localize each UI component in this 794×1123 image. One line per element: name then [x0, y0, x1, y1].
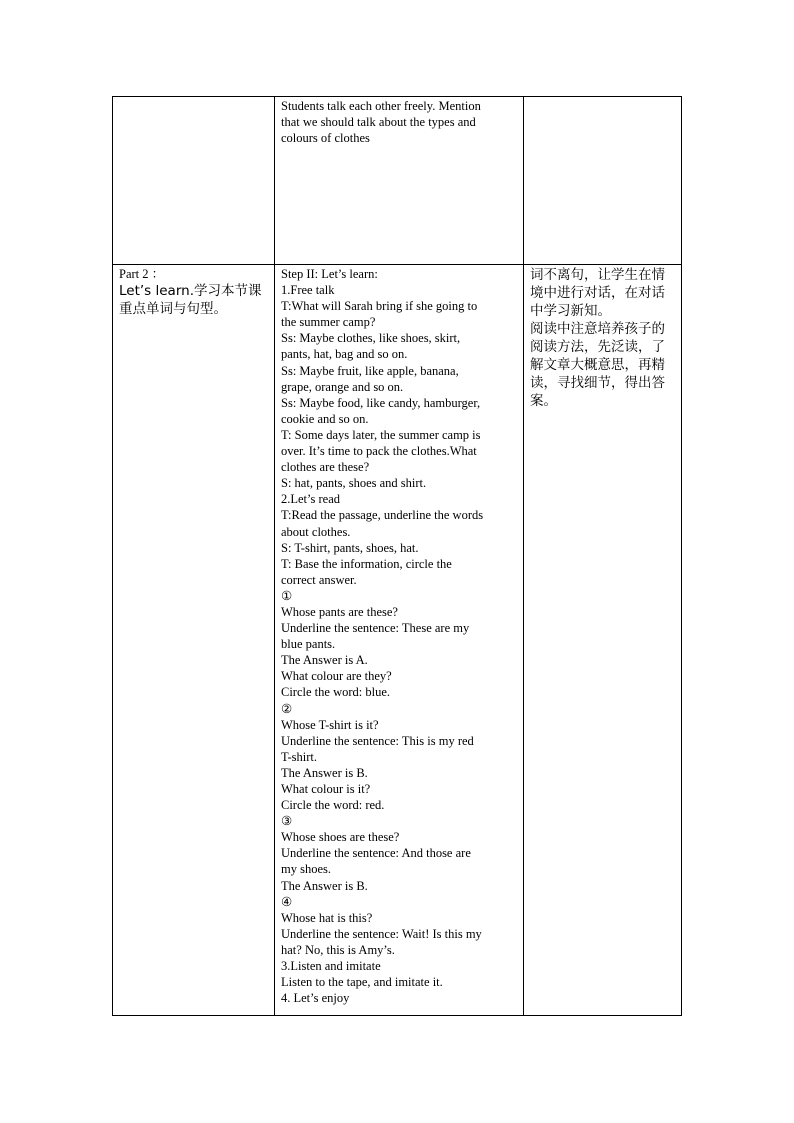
activity-line: Ss: Maybe clothes, like shoes, skirt,	[281, 331, 461, 346]
activity-line: T-shirt.	[281, 749, 317, 764]
activity-line: Underline the sentence: These are my	[281, 621, 470, 636]
activity-line: Ss: Maybe fruit, like apple, banana,	[281, 363, 459, 378]
note-paragraph: 阅读中注意培养孩子的阅读方法，先泛读，了解文章大概意思，再精读，寻找细节，得出答案。	[530, 321, 665, 409]
activity-line: about clothes.	[281, 524, 351, 539]
activity-line: Whose hat is this?	[281, 910, 373, 925]
row1-activity-cell	[275, 97, 524, 265]
row2-activity-cell	[275, 265, 524, 1016]
activity-line: T: Base the information, circle the	[281, 556, 452, 571]
row2-notes-cell	[524, 265, 682, 1016]
activity-line: Whose shoes are these?	[281, 830, 400, 845]
activity-line: Step II: Let’s learn:	[281, 267, 378, 281]
activity-line: S: T-shirt, pants, shoes, hat.	[281, 540, 419, 555]
activity-line: cookie and so on.	[281, 411, 369, 426]
activity-line: Whose T-shirt is it?	[281, 717, 379, 732]
activity-line: hat? No, this is Amy’s.	[281, 942, 395, 957]
activity-line: ③	[281, 814, 293, 829]
activity-line: 4. Let’s enjoy	[281, 991, 350, 1006]
activity-line: What colour are they?	[281, 669, 392, 684]
part-description: Let’s learn.学习本节课重点单词与句型。	[119, 283, 262, 318]
activity-line: over. It’s time to pack the clothes.What	[281, 444, 477, 459]
activity-line: 3.Listen and imitate	[281, 959, 381, 974]
activity-line: grape, orange and so on.	[281, 379, 404, 394]
activity-line: correct answer.	[281, 572, 357, 587]
row1-notes-cell	[524, 97, 682, 265]
activity-line: S: hat, pants, shoes and shirt.	[281, 476, 427, 491]
activity-line: clothes are these?	[281, 460, 370, 475]
activity-line: ②	[281, 701, 293, 716]
activity-line: my shoes.	[281, 862, 331, 877]
activity-line: T:Read the passage, underline the words	[281, 508, 484, 523]
activity-line: Underline the sentence: Wait! Is this my	[281, 926, 482, 941]
activity-line: T:What will Sarah bring if she going to	[281, 299, 478, 314]
activity-line: The Answer is B.	[281, 765, 368, 780]
table-row	[113, 97, 682, 265]
row1-section-cell	[113, 97, 275, 265]
activity-line: The Answer is B.	[281, 878, 368, 893]
activity-line: Circle the word: red.	[281, 798, 385, 813]
activity-line: What colour is it?	[281, 782, 371, 796]
activity-line: ④	[281, 894, 293, 909]
activity-line: Underline the sentence: And those are	[281, 846, 471, 861]
table-row	[113, 265, 682, 1016]
activity-line: colours of clothes	[281, 131, 370, 146]
note-paragraph: 词不离句，让学生在情境中进行对话，在对话中学习新知。	[530, 267, 665, 319]
activity-line: T: Some days later, the summer camp is	[281, 427, 481, 442]
activity-line: ①	[281, 588, 293, 603]
activity-line: Whose pants are these?	[281, 604, 398, 619]
activity-line: Ss: Maybe food, like candy, hamburger,	[281, 395, 481, 410]
activity-line: pants, hat, bag and so on.	[281, 347, 408, 362]
activity-line: 2.Let’s read	[281, 492, 341, 507]
activity-line: the summer camp?	[281, 315, 376, 330]
part-label: Part 2 ：	[119, 267, 165, 281]
activity-line: Students talk each other freely. Mention	[281, 99, 481, 113]
activity-line: Underline the sentence: This is my red	[281, 733, 474, 748]
row2-section-cell	[113, 265, 275, 1016]
activity-line: The Answer is A.	[281, 653, 368, 668]
activity-line: 1.Free talk	[281, 283, 335, 298]
activity-line: Listen to the tape, and imitate it.	[281, 975, 443, 990]
activity-line: that we should talk about the types and	[281, 115, 476, 130]
lesson-plan-table	[112, 96, 682, 1016]
activity-line: Circle the word: blue.	[281, 685, 390, 700]
activity-line: blue pants.	[281, 637, 336, 652]
